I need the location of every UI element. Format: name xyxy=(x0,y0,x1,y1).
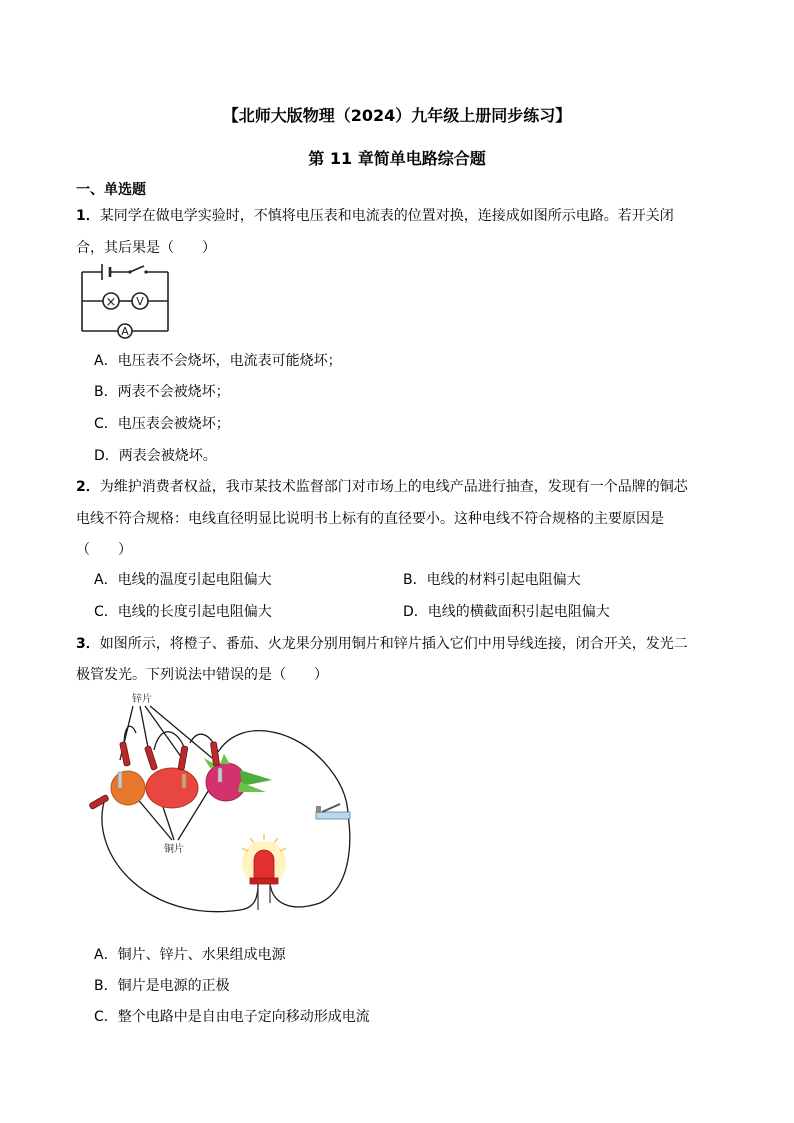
question-2-text: 为维护消费者权益，我市某技术监督部门对市场上的电线产品进行抽查，发现有一个品牌的铜芯 xyxy=(99,479,688,495)
chapter-subtitle: 第 11 章简单电路综合题 xyxy=(308,149,486,168)
tomato xyxy=(146,768,198,808)
q1-option-d: D．两表会被烧坏。 xyxy=(94,448,217,464)
question-3-line-1 xyxy=(76,634,688,654)
question-1-number: 1． xyxy=(76,208,100,224)
zinc-plate-label: 锌片 xyxy=(132,694,152,705)
q3-option-b: B．铜片是电源的正极 xyxy=(94,978,230,994)
section-heading: 一、单选题 xyxy=(76,182,146,198)
q2-option-c: C．电线的长度引起电阻偏大 xyxy=(94,604,272,620)
orange xyxy=(111,771,145,805)
ammeter-symbol: A xyxy=(121,325,129,338)
question-2-line-2: 电线不符合规格：电线直径明显比说明书上标有的直径要小。这种电线不符合规格的主要原因是 xyxy=(76,511,664,527)
q1-option-a: A．电压表不会烧坏，电流表可能烧坏； xyxy=(94,353,342,369)
question-3-text: 如图所示，将橙子、番茄、火龙果分别用铜片和锌片插入它们中用导线连接，闭合开关，发光二 xyxy=(99,636,688,652)
copper-plate-label: 铜片 xyxy=(164,844,184,855)
question-1-line-1 xyxy=(76,206,674,226)
question-2-line-3: （ ） xyxy=(76,542,132,558)
voltmeter-symbol: V xyxy=(136,295,144,308)
question-2-number: 2． xyxy=(76,479,100,495)
q2-option-b: B．电线的材料引起电阻偏大 xyxy=(403,572,581,588)
question-3-line-2: 极管发光。下列说法中错误的是（ ） xyxy=(76,667,328,683)
worksheet-title: 【北师大版物理（2024）九年级上册同步练习】 xyxy=(222,106,572,125)
q3-fruit-battery-diagram xyxy=(90,688,360,933)
question-3-number: 3． xyxy=(76,636,100,652)
led xyxy=(242,834,286,910)
question-1-text: 某同学在做电学实验时，不慎将电压表和电流表的位置对换，连接成如图所示电路。若开关闭 xyxy=(99,208,674,224)
q3-option-c: C．整个电路中是自由电子定向移动形成电流 xyxy=(94,1009,370,1025)
q2-option-a: A．电线的温度引起电阻偏大 xyxy=(94,572,272,588)
q3-option-a: A．铜片、锌片、水果组成电源 xyxy=(94,947,286,963)
question-1-line-2: 合，其后果是（ ） xyxy=(76,240,216,256)
lamp-symbol: × xyxy=(105,295,117,310)
q2-option-d: D．电线的横截面积引起电阻偏大 xyxy=(403,604,610,620)
question-2-line-1 xyxy=(76,477,688,497)
q1-option-c: C．电压表会被烧坏； xyxy=(94,416,230,432)
knife-switch xyxy=(316,804,350,819)
q1-circuit-diagram xyxy=(80,262,172,338)
q1-option-b: B．两表不会被烧坏； xyxy=(94,384,230,400)
